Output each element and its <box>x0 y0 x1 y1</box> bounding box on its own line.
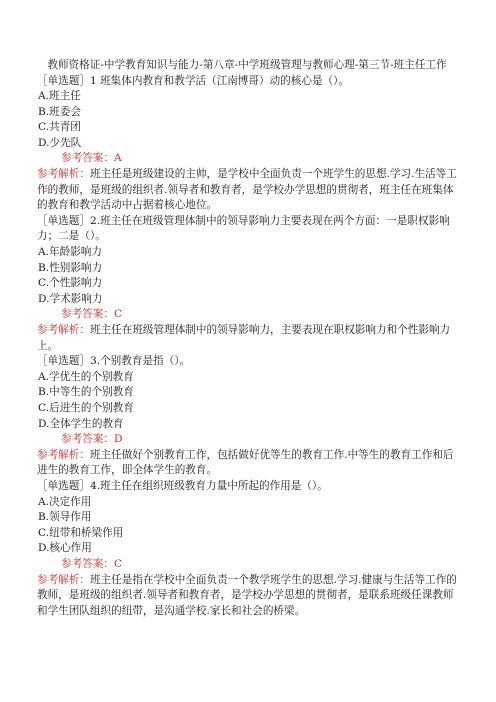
option-b: B.性别影响力 <box>38 261 103 274</box>
option-b: B.班委会 <box>38 105 81 118</box>
document-title: 教师资格证-中学教育知识与能力-第八章-中学班级管理与教师心理-第三节-班主任工作 <box>47 59 447 71</box>
option-d: D.全体学生的教育 <box>38 417 124 430</box>
question-stem: ［单选题］3.个别教育是指（）。 <box>37 355 191 368</box>
option-c: C.纽带和桥梁作用 <box>38 526 124 539</box>
answer-line: 参考答案：D <box>61 433 123 446</box>
option-a: A.决定作用 <box>38 495 92 508</box>
question-stem: ［单选题］4.班主任在组织班级教育力量中所起的作用是（）。 <box>37 479 328 492</box>
option-a: A.年龄影响力 <box>38 246 102 259</box>
option-a: A.班主任 <box>38 90 81 103</box>
explanation-text: 班主任做好个别教育工作，包括做好优等生的教育工作.中等生的教育工作和后进生的教育工作，即全体学生的教育。 <box>37 448 454 477</box>
option-c: C.后进生的个别教育 <box>38 401 134 414</box>
option-d: D.学术影响力 <box>38 292 103 305</box>
answer-line: 参考答案：A <box>61 152 122 165</box>
explanation-label: 参考解析： <box>37 573 90 586</box>
explanation <box>37 167 457 214</box>
option-b: B.中等生的个别教育 <box>38 386 134 399</box>
question-3 <box>37 354 457 479</box>
option-c: C.个性影响力 <box>38 277 103 290</box>
option-c: C.共青团 <box>38 121 81 134</box>
answer-line: 参考答案：C <box>61 557 123 570</box>
answer-line: 参考答案：C <box>61 308 123 321</box>
explanation <box>37 323 457 354</box>
document-page <box>37 58 457 619</box>
option-d: D.核心作用 <box>38 542 92 555</box>
explanation-text: 班主任在班级管理体制中的领导影响力，主要表现在职权影响力和个性影响力上。 <box>37 324 451 352</box>
explanation-text: 班主任是指在学校中全面负责一个教学班学生的思想.学习.健康与生活等工作的教师，是班级的组织者.领导者和教育者，是学校办学思想的贯彻者，是联系班级任课教师和学生团队组织的纽带，是沟通学校.家长和社会的桥梁。 <box>37 573 457 617</box>
explanation <box>37 448 457 479</box>
explanation-text: 班主任是班级建设的主帅，是学校中全面负责一个班学生的思想.学习.生活等工作的教师，是班级的组织者.领导者和教育者，是学校办学思想的贯彻者，班主任在班集体的教育和教学活动中占据着核心地位。 <box>37 168 457 212</box>
option-d: D.少先队 <box>38 136 82 149</box>
explanation <box>37 573 457 620</box>
explanation-label: 参考解析： <box>37 448 90 461</box>
explanation-label: 参考解析： <box>37 324 90 336</box>
option-b: B.领导作用 <box>38 511 92 524</box>
question-stem: ［单选题］1 班集体内教育和教学活（江南博哥）动的核心是（）。 <box>37 74 350 87</box>
option-a: A.学优生的个别教育 <box>38 370 134 383</box>
question-2 <box>37 214 457 354</box>
question-stem: ［单选题］2.班主任在班级管理体制中的领导影响力主要表现在两个方面：一是职权影响力；二是（）。 <box>37 214 450 243</box>
explanation-label: 参考解析： <box>37 168 90 181</box>
question-4 <box>37 479 457 619</box>
question-1 <box>37 74 457 214</box>
